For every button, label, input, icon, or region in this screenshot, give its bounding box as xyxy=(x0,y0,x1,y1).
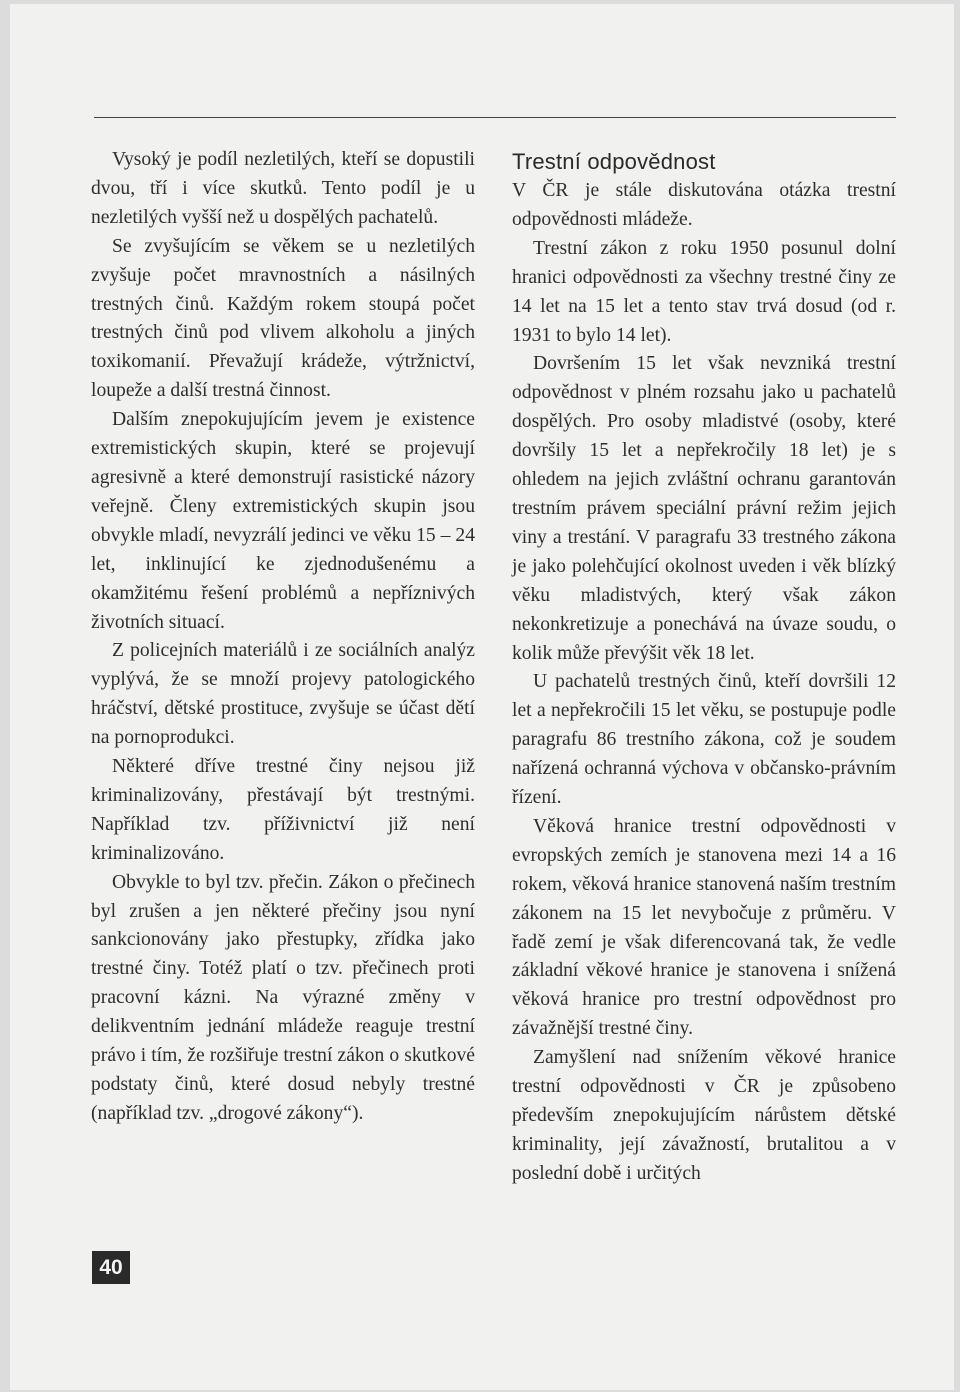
paragraph: V ČR je stále diskutována otázka trestní odpovědnosti mládeže. xyxy=(512,180,896,230)
paragraph: Některé dříve trestné činy nejsou již kriminalizovány, přestávají být trestnými. Například tzv. příživnictví již není kriminalizováno. xyxy=(91,756,475,864)
right-column xyxy=(512,146,896,1189)
paragraph: Zamyšlení nad snížením věkové hranice trestní odpovědnosti v ČR je způsobeno především znepokujujícím nárůstem dětské kriminality, její závažností, brutalitou a v poslední době i určitých xyxy=(512,1047,896,1184)
paragraph: U pachatelů trestných činů, kteří dovršili 12 let a nepřekročili 15 let věku, se postupuje podle paragrafu 86 trestního zákona, což je soudem nařízená ochranná výchova v občansko-právním řízení. xyxy=(512,671,896,809)
section-heading: Trestní odpovědnost xyxy=(512,149,716,174)
paragraph: Se zvyšujícím se věkem se u nezletilých zvyšuje počet mravnostních a násilných trestných činů. Každým rokem stoupá počet trestných činů pod vlivem alkoholu a jiných toxikomanií. Převažují krádeže, výtržnictví, loupeže a další trestná činnost. xyxy=(91,235,475,402)
page-number: 40 xyxy=(92,1251,130,1284)
paragraph: Z policejních materiálů i ze sociálních analýz vyplývá, že se množí projevy patologického hráčství, dětské prostituce, zvyšuje se účast dětí na pornoprodukci. xyxy=(91,640,475,749)
paragraph: Věková hranice trestní odpovědnosti v evropských zemích je stanovena mezi 14 a 16 rokem, věková hranice stanovená naším trestním zákonem na 15 let nevybočuje z průměru. V řadě zemí je však diferencovaná tak, že vedle základní věkové hranice je stanovena i snížená věková hranice pro trestní odpovědnost pro závažnější trestné činy. xyxy=(512,815,896,1040)
paragraph: Dovršením 15 let však nevzniká trestní odpovědnost v plném rozsahu jako u pachatelů dospělých. Pro osoby mladistvé (osoby, které dovršily 15 let a nepřekročily 18 let) je s ohledem na jejich zvláštní ochranu garantován trestním právem speciální právní režim jejich viny a trestání. V paragrafu 33 trestného zákona je jako polehčující okolnost uveden i věk blízký věku mladistvých, který však zákon nekonkretizuje a ponechává na úvaze soudu, o kolik může převýšit věk 18 let. xyxy=(512,353,896,664)
paragraph: Obvykle to byl tzv. přečin. Zákon o přečinech byl zrušen a jen některé přečiny jsou nyní sankcionovány jako přestupky, zřídka jako trestné činy. Totéž platí o tzv. přečinech proti pracovní kázni. Na výrazné změny v delikventním jednání mládeže reaguje trestní právo i tím, že rozšiřuje trestní zákon o skutkové podstaty činů, které dosud nebyly trestné (například tzv. „drogové zákony“). xyxy=(91,871,475,1124)
book-page xyxy=(10,4,954,1390)
left-column xyxy=(91,146,475,1129)
header-rule xyxy=(94,117,896,118)
paragraph: Dalším znepokujujícím jevem je existence extremistických skupin, které se projevují agresivně a které demonstrují rasistické názory veřejně. Členy extremistických skupin jsou obvykle mladí, nevyzrálí jedinci ve věku 15 – 24 let, inklinující ke zjednodušenému a okamžitému řešení problémů a nepříznivých životních situací. xyxy=(91,409,475,633)
paragraph: Trestní zákon z roku 1950 posunul dolní hranici odpovědnosti za všechny trestné činy ze 14 let na 15 let a tento stav trvá dosud (od r. 1931 to bylo 14 let). xyxy=(512,237,896,346)
paragraph: Vysoký je podíl nezletilých, kteří se dopustili dvou, tří i více skutků. Tento podíl je u nezletilých vyšší než u dospělých pachatelů. xyxy=(91,149,475,228)
